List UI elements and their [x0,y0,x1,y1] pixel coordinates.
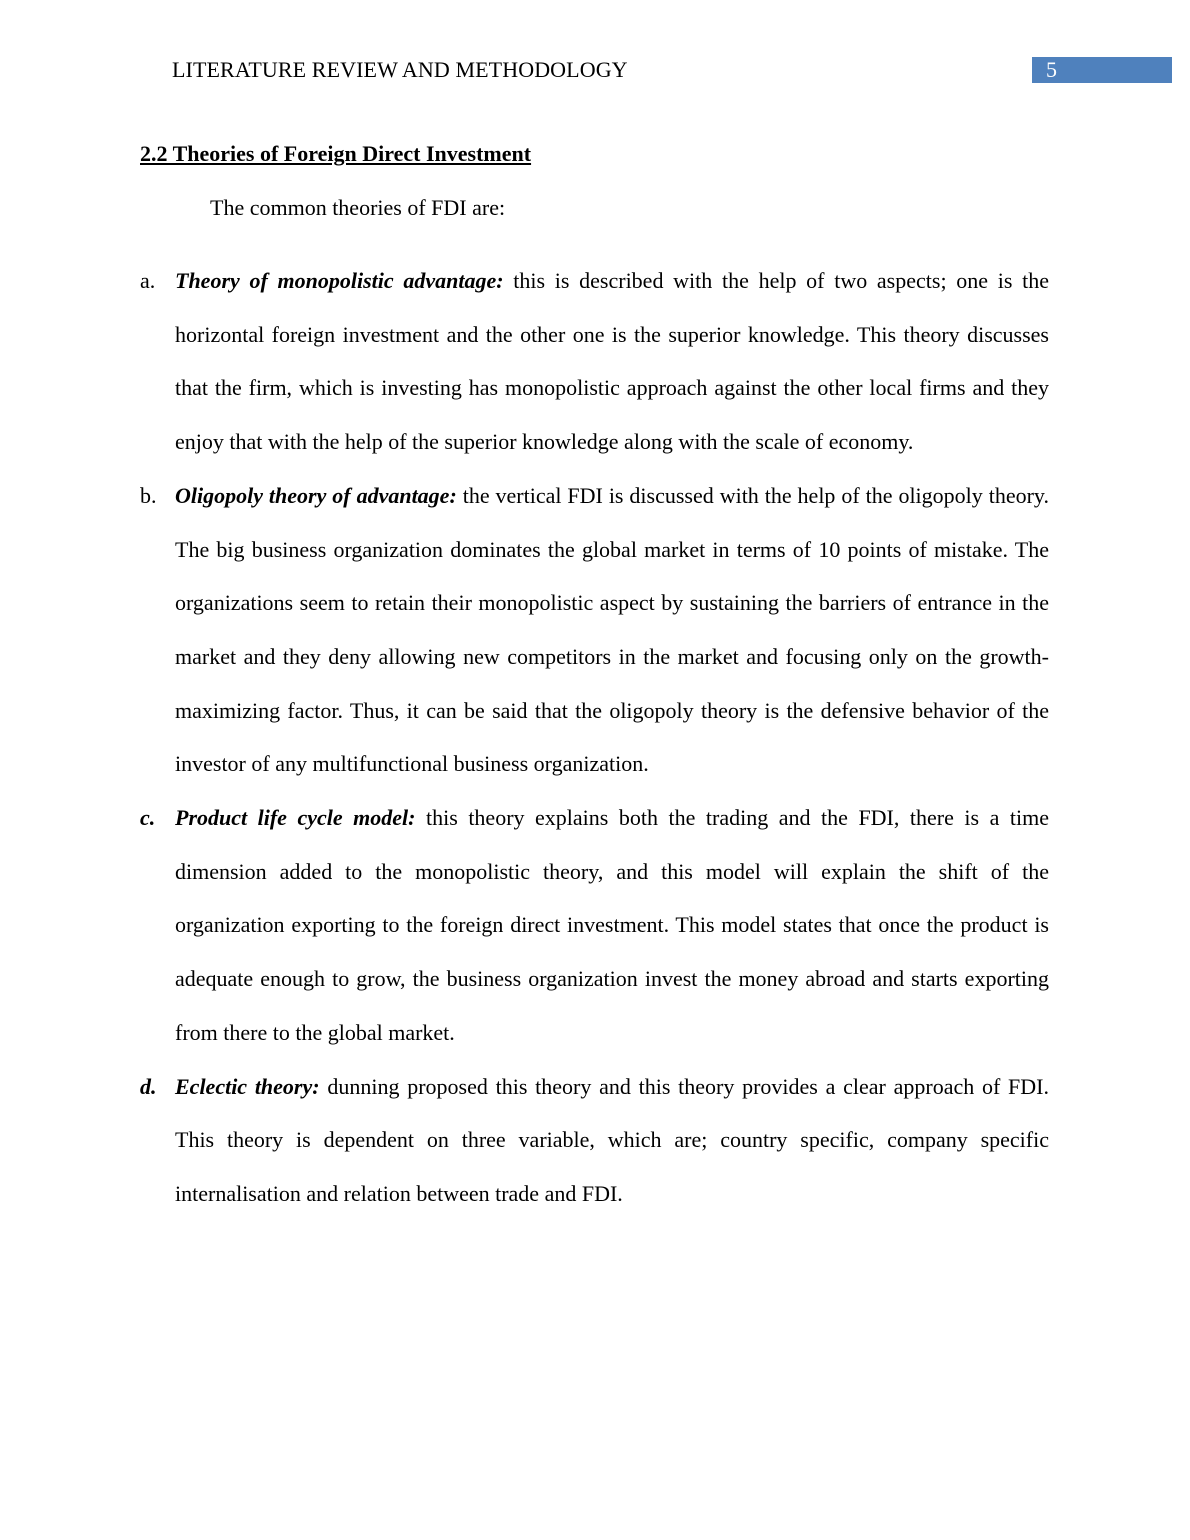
list-marker: d. [140,1073,157,1099]
list-marker: c. [140,805,156,831]
page-number: 5 [1046,57,1057,82]
theory-description: the vertical FDI is discussed with the help of the oligopoly theory. The big business organization dominates the global market in terms of 10 points of mistake. The organizations seem to retain their monopolistic aspect by sustaining the barriers of entrance in the market and they deny allowing new competitors in the market and focusing only on the growth-maximizing factor. Thus, it can be said that the oligopoly theory is the defensive behavior of the investor of any multifunctional business organization. [175,482,1049,777]
section-heading: 2.2 Theories of Foreign Direct Investment [140,141,532,166]
page-header [0,0,1190,100]
theory-item-monopolistic-advantage [140,254,1049,469]
running-head: LITERATURE REVIEW AND METHODOLOGY [172,57,628,82]
theory-description: dunning proposed this theory and this theory provides a clear approach of FDI. This theory is dependent on three variable, which are; country specific, company specific internalisation and relation between trade and FDI. [175,1073,1049,1206]
list-marker: b. [140,482,157,508]
list-marker: a. [140,268,156,293]
theory-description: this theory explains both the trading and the FDI, there is a time dimension added to the monopolistic theory, and this model will explain the shift of the organization exporting to the foreign direct investment. This model states that once the product is adequate enough to grow, the business organization invest the money abroad and starts exporting from there to the global market. [175,805,1049,1045]
theory-term: Theory of monopolistic advantage: [175,268,504,293]
intro-paragraph: The common theories of FDI are: [210,195,506,220]
theory-list [140,254,1049,1221]
theory-term: Product life cycle model: [175,805,416,831]
theory-item-oligopoly [140,469,1049,791]
theory-term: Oligopoly theory of advantage: [175,482,457,508]
theory-description: this is described with the help of two aspects; one is the horizontal foreign investment and the other one is the superior knowledge. This theory discusses that the firm, which is investing has monopolistic approach against the other local firms and they enjoy that with the help of the superior knowledge along with the scale of economy. [175,268,1050,455]
theory-item-product-life-cycle [140,791,1049,1060]
page-number-box [1032,57,1172,83]
theory-term: Eclectic theory: [175,1073,320,1099]
theory-item-eclectic [140,1060,1049,1221]
